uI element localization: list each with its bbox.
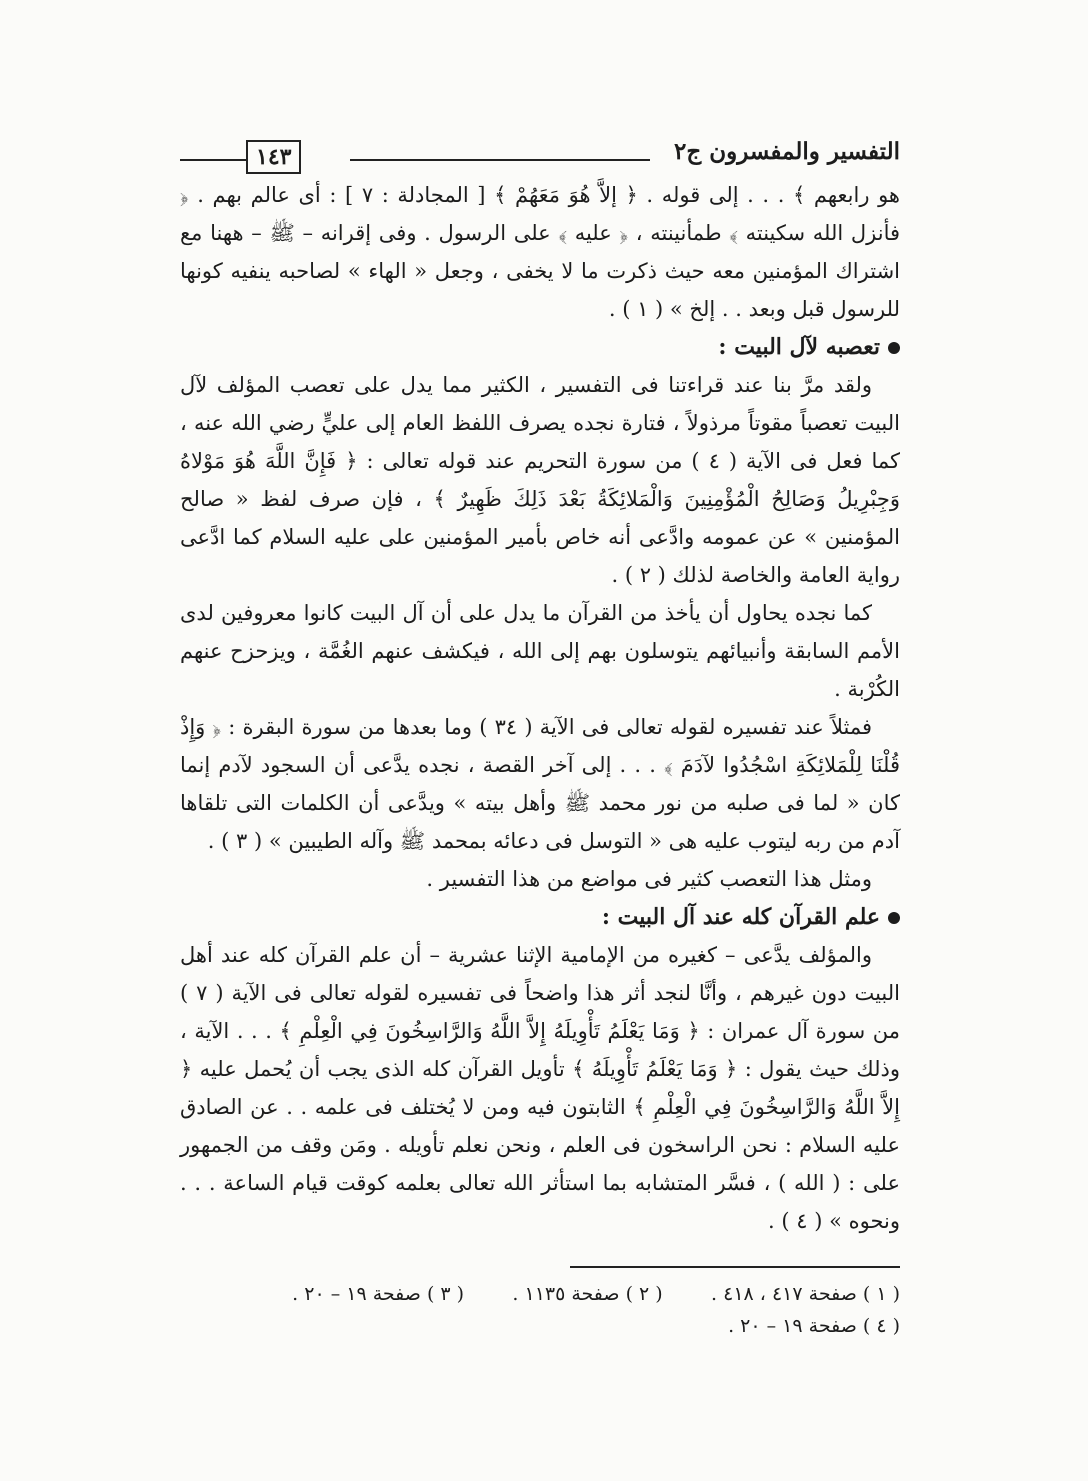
running-title: التفسير والمفسرون ج٢ [666,138,900,165]
header-rule-middle [350,159,650,161]
paragraph: هو رابعهم ﴾ . . . إلى قوله . ﴿ إلاَّ هُوَ مَعَهُمْ ﴾ [ المجادلة : ٧ ] : أى عالم بهم . ﴿ فأنزل الله سكينته ﴾ طمأنينته ، ﴿ عليه ﴾ على الرسول . وفى إقرانه – ﷺ – ههنا مع اشتراك المؤمنين معه حيث ذكرت ما لا يخفى ، وجعل « الهاء » لصاحبه ينفيه كونها للرسول قبل وبعد . . إلخ » ( ١ ) . [180,183,900,321]
section-heading [180,898,900,936]
header-rule-left [180,159,246,161]
section-heading [180,328,900,366]
bullet-icon [888,912,900,924]
bullet-icon [888,342,900,354]
book-page [180,138,900,1342]
page-number: ١٤٣ [246,140,301,174]
paragraph: فمثلاً عند تفسيره لقوله تعالى فى الآية ( ٣٤ ) وما بعدها من سورة البقرة : ﴿ وَإِذْ قُلْنَا لِلْمَلائِكَةِ اسْجُدُوا لآدَمَ ﴾ . . . إلى آخر القصة ، نجده يدَّعى أن السجود لآدم إنما كان « لما فى صلبه من نور محمد ﷺ وأهل بيته » ويدَّعى أن الكلمات التى تلقاها آدم من ربه ليتوب عليه هى « التوسل فى دعائه بمحمد ﷺ وآله الطيبين » ( ٣ ) . [180,715,900,853]
footnote: ( ١ ) صفحة ٤١٧ ، ٤١٨ . ( ٢ ) صفحة ١١٣٥ . ( ٣ ) صفحة ١٩ – ٢٠ . [292,1283,900,1305]
section-heading-text: علم القرآن كله عند آل البيت : [601,904,880,930]
running-header [180,138,900,176]
section-heading-text: تعصبه لآل البيت : [718,334,880,360]
footnote-separator [570,1266,900,1268]
paragraph: ولقد مرَّ بنا عند قراءتنا فى التفسير ، الكثير مما يدل على تعصب المؤلف لآل البيت تعصباً مقوتاً مرذولاً ، فتارة نجده يصرف اللفظ العام إلى عليٍّ رضي الله عنه ، كما فعل فى الآية ( ٤ ) من سورة التحريم عند قوله تعالى : ﴿ فَإِنَّ اللَّهَ هُوَ مَوْلاهُ وَجِبْرِيلُ وَصَالِحُ الْمُؤْمِنِينَ وَالْمَلائِكَةُ بَعْدَ ذَلِكَ ظَهِيرٌ ﴾ ، فإن صرف لفظ « صالح المؤمنين » عن عمومه وادَّعى أنه خاص بأمير المؤمنين على عليه السلام كما ادَّعى رواية العامة والخاصة لذلك ( ٢ ) . [180,373,900,587]
paragraph: ومثل هذا التعصب كثير فى مواضع من هذا التفسير . [426,867,872,891]
paragraph: كما نجده يحاول أن يأخذ من القرآن ما يدل على أن آل البيت كانوا معروفين لدى الأمم السابقة وأنبيائهم يتوسلون بهم إلى الله ، فيكشف عنهم الغُمَّة ، ويزحزح عنهم الكُرْبة . [180,601,900,701]
footnote: ( ٤ ) صفحة ١٩ – ٢٠ . [728,1315,900,1337]
paragraph: والمؤلف يدَّعى – كغيره من الإمامية الإثنا عشرية – أن علم القرآن كله عند أهل البيت دون غيرهم ، وأنَّا لنجد أثر هذا واضحاً فى تفسيره لقوله تعالى فى الآية ( ٧ ) من سورة آل عمران : ﴿ وَمَا يَعْلَمُ تَأْوِيلَهُ إِلاَّ اللَّهُ وَالرَّاسِخُونَ فِي الْعِلْمِ ﴾ . . . الآية ، وذلك حيث يقول : ﴿ وَمَا يَعْلَمُ تَأْوِيلَهُ ﴾ تأويل القرآن كله الذى يجب أن يُحمل عليه ﴿ إِلاَّ اللَّهُ وَالرَّاسِخُونَ فِي الْعِلْمِ ﴾ الثابتون فيه ومن لا يُختلف فى علمه . . عن الصادق عليه السلام : نحن الراسخون فى العلم ، ونحن نعلم تأويله . ومَن وقف من الجمهور على : ( الله ) ، فسَّر المتشابه بما استأثر الله تعالى بعلمه كوقت قيام الساعة . . . ونحوه » ( ٤ ) . [180,943,900,1233]
